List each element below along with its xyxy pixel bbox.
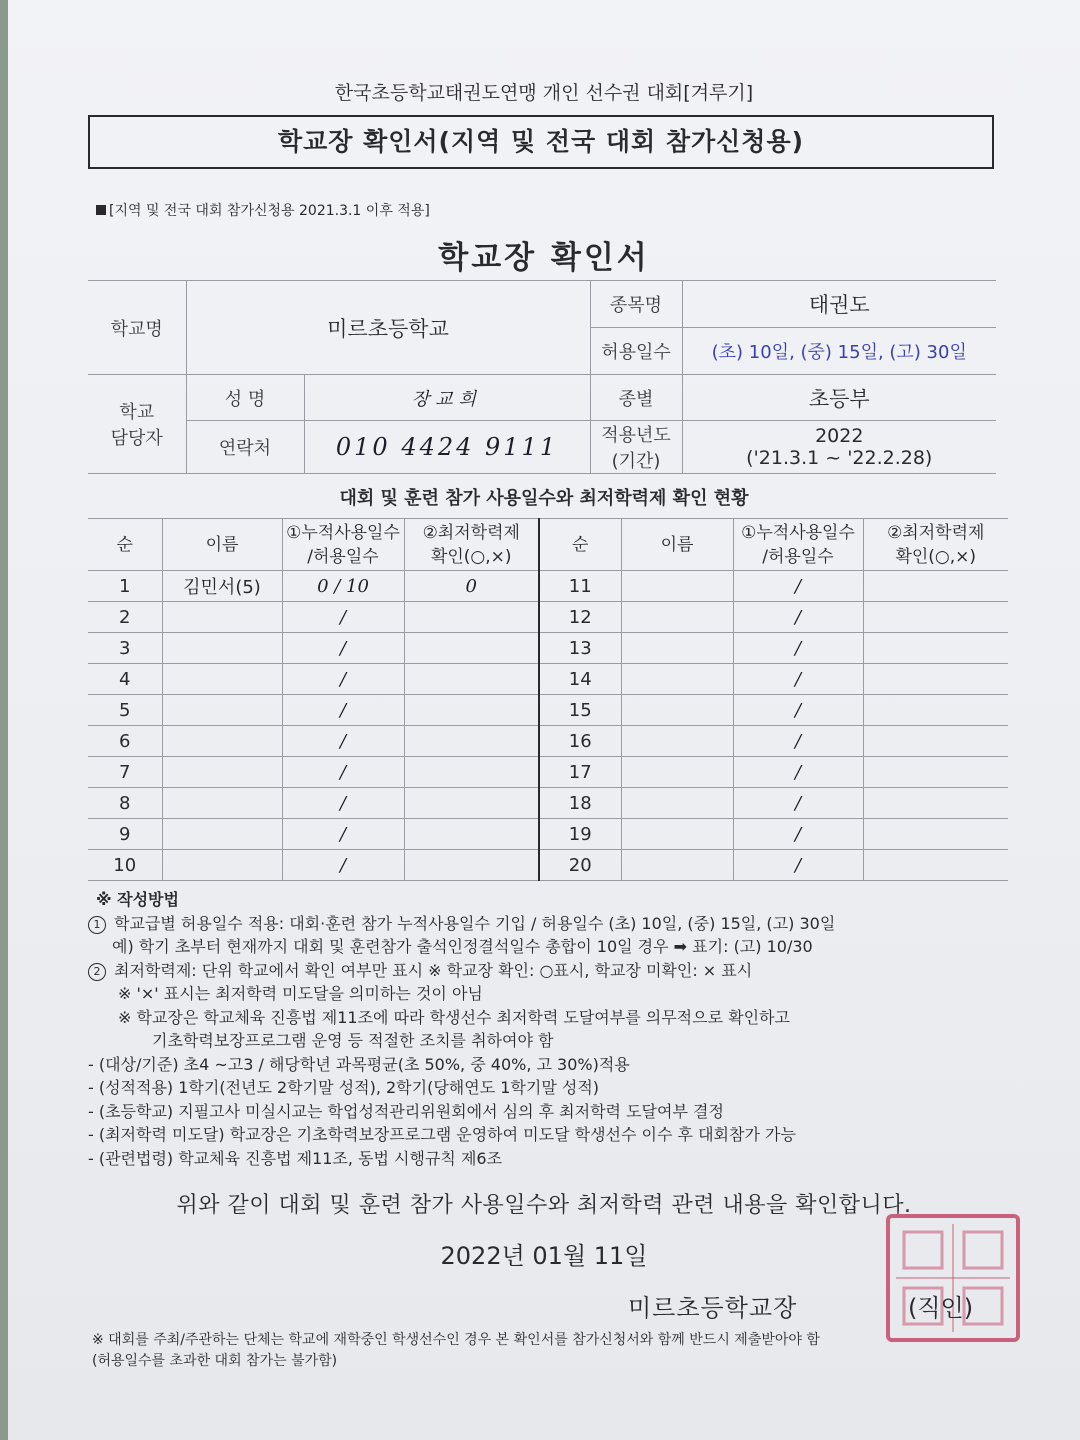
instruction-2-note-1: ※ '×' 표시는 최저학력 미도달을 의미하는 것이 아님: [118, 984, 483, 1003]
col-days: ①누적사용일수 /허용일수: [282, 519, 404, 571]
row-number: 1: [88, 571, 162, 602]
days-used: /: [282, 602, 404, 633]
days-used: /: [733, 757, 863, 788]
student-name: [162, 664, 282, 695]
minimum-check: [863, 602, 1008, 633]
info-table: [88, 280, 996, 474]
student-name: [162, 757, 282, 788]
square-bullet-icon: [96, 205, 106, 215]
minimum-check: [404, 602, 539, 633]
row-number: 12: [539, 602, 621, 633]
boxed-title: 학교장 확인서(지역 및 전국 대회 참가신청용): [88, 115, 994, 169]
col-days: ①누적사용일수 /허용일수: [733, 519, 863, 571]
minimum-check: [404, 726, 539, 757]
days-used: /: [733, 633, 863, 664]
association-header: 한국초등학교태권도연맹 개인 선수권 대회[겨루기]: [334, 82, 754, 104]
student-name: [621, 757, 733, 788]
days-used: /: [733, 819, 863, 850]
student-name: [621, 664, 733, 695]
row-number: 20: [539, 850, 621, 881]
minimum-check: [863, 695, 1008, 726]
student-name: [621, 571, 733, 602]
rule-target: - (대상/기준) 초4 ~고3 / 해당학년 과목평균(초 50%, 중 40%, 고 30%)적용: [88, 1054, 630, 1074]
table-row: [88, 664, 1008, 695]
student-name: [162, 819, 282, 850]
student-name: [162, 695, 282, 726]
footnote: [92, 1330, 1022, 1372]
minimum-check: [404, 633, 539, 664]
row-number: 14: [539, 664, 621, 695]
days-used: /: [733, 602, 863, 633]
col-name: 이름: [621, 519, 733, 571]
circled-number-1: 1: [88, 916, 106, 934]
col-check: ②최저학력제 확인(○,×): [863, 519, 1008, 571]
student-name: [162, 726, 282, 757]
year-value: 2022 ('21.3.1 ~ '22.2.28): [682, 421, 996, 474]
minimum-check: [404, 695, 539, 726]
division-label: 종별: [590, 375, 682, 421]
row-number: 19: [539, 819, 621, 850]
row-number: 3: [88, 633, 162, 664]
minimum-check: [404, 664, 539, 695]
document-title: 학교장 확인서: [438, 240, 650, 276]
rule-below-minimum: - (최저학력 미도달) 학교장은 기초학력보장프로그램 운영하여 미도달 학생선수 이수 후 대회참가 가능: [88, 1125, 796, 1144]
allowed-days-label: 허용일수: [590, 328, 682, 375]
student-name: [621, 726, 733, 757]
row-number: 10: [88, 850, 162, 881]
usage-table: [88, 518, 1008, 881]
days-used: /: [733, 695, 863, 726]
year-label: 적용년도 (기간): [590, 421, 682, 474]
student-name: [621, 695, 733, 726]
footnote-line-2: (허용일수를 초과한 대회 참가는 불가함): [92, 1353, 338, 1369]
student-name: [162, 850, 282, 881]
row-number: 6: [88, 726, 162, 757]
days-used: /: [282, 819, 404, 850]
document-page: [8, 0, 1080, 1440]
confirmation-statement: 위와 같이 대회 및 훈련 참가 사용일수와 최저학력 관련 내용을 확인합니다.: [176, 1193, 912, 1218]
days-used: /: [282, 664, 404, 695]
minimum-check: 0: [404, 571, 539, 602]
minimum-check: [863, 726, 1008, 757]
student-name: [621, 788, 733, 819]
name-label: 성 명: [186, 375, 304, 421]
rule-elementary: - (초등학교) 지필고사 미실시교는 학업성적관리위원회에서 심의 후 최저학력 도달여부 결정: [88, 1101, 724, 1121]
instruction-2: 최저학력제: 단위 학교에서 확인 여부만 표시 ※ 학교장 확인: ○표시, 학교장 미확인: × 표시: [114, 960, 753, 980]
table-row: [88, 633, 1008, 664]
row-number: 4: [88, 664, 162, 695]
minimum-check: [863, 819, 1008, 850]
section-label: [지역 및 전국 대회 참가신청용 2021.3.1 이후 적용]: [96, 200, 430, 220]
student-name: [621, 850, 733, 881]
table-row: [88, 726, 1008, 757]
days-used: /: [733, 850, 863, 881]
staff-name-handwritten: 장교희: [304, 375, 590, 421]
minimum-check: [863, 850, 1008, 881]
student-name: [621, 602, 733, 633]
event-label: 종목명: [590, 281, 682, 328]
table-row: [88, 819, 1008, 850]
row-number: 15: [539, 695, 621, 726]
division-value: 초등부: [682, 375, 996, 421]
student-name: [162, 788, 282, 819]
status-subtitle: 대회 및 훈련 참가 사용일수와 최저학력제 확인 현황: [339, 488, 749, 509]
rule-law: - (관련법령) 학교체육 진흥법 제11조, 동법 시행규칙 제6조: [88, 1148, 503, 1168]
row-number: 8: [88, 788, 162, 819]
instructions: [88, 888, 1008, 1170]
row-number: 17: [539, 757, 621, 788]
days-used: /: [282, 850, 404, 881]
days-used: /: [282, 695, 404, 726]
principal-title: 미르초등학교장: [628, 1294, 798, 1322]
minimum-check: [404, 757, 539, 788]
footnote-line-1: ※ 대회를 주최/주관하는 단체는 학교에 재학중인 학생선수인 경우 본 확인서를 참가신청서와 함께 반드시 제출받아야 함: [92, 1332, 820, 1348]
row-number: 13: [539, 633, 621, 664]
student-name: [162, 633, 282, 664]
event-value: 태권도: [682, 281, 996, 328]
table-row: [88, 695, 1008, 726]
row-number: 18: [539, 788, 621, 819]
days-used: /: [282, 633, 404, 664]
col-check: ②최저학력제 확인(○,×): [404, 519, 539, 571]
days-used: /: [282, 726, 404, 757]
instruction-2-note-2: ※ 학교장은 학교체육 진흥법 제11조에 따라 학생선수 최저학력 도달여부를 의무적으로 확인하고: [118, 1007, 790, 1027]
table-row: [88, 602, 1008, 633]
table-row: [88, 850, 1008, 881]
days-used: /: [733, 571, 863, 602]
days-used: /: [733, 726, 863, 757]
rule-grades: - (성적적용) 1학기(전년도 2학기말 성적), 2학기(당해연도 1학기말 성적): [88, 1078, 600, 1097]
allowed-days-value: (초) 10일, (중) 15일, (고) 30일: [682, 328, 996, 375]
school-label: 학교명: [88, 281, 186, 375]
issue-date: 2022년 01월 11일: [440, 1242, 648, 1270]
contact-label: 연락처: [186, 421, 304, 474]
col-name: 이름: [162, 519, 282, 571]
days-used: 0 / 10: [282, 571, 404, 602]
instruction-1: 학교급별 허용일수 적용: 대회·훈련 참가 누적사용일수 기입 / 허용일수 (초) 10일, (중) 15일, (고) 30일: [114, 913, 836, 933]
table-row: [88, 571, 1008, 602]
seal-label: (직인): [908, 1294, 974, 1322]
days-used: /: [282, 788, 404, 819]
staff-label: 학교 담당자: [88, 375, 186, 474]
instruction-2-note-3: 기초학력보장프로그램 운영 등 적절한 조치를 취하여야 함: [152, 1031, 554, 1050]
row-number: 9: [88, 819, 162, 850]
instructions-heading: ※ 작성방법: [96, 890, 179, 909]
minimum-check: [863, 788, 1008, 819]
minimum-check: [863, 664, 1008, 695]
minimum-check: [404, 788, 539, 819]
days-used: /: [282, 757, 404, 788]
contact-handwritten: 010 4424 9111: [304, 421, 590, 474]
student-name: [621, 819, 733, 850]
student-name: 김민서(5): [162, 571, 282, 602]
row-number: 5: [88, 695, 162, 726]
col-no: 순: [88, 519, 162, 571]
minimum-check: [404, 850, 539, 881]
minimum-check: [863, 633, 1008, 664]
student-name: [621, 633, 733, 664]
instruction-1-example: 예) 학기 초부터 현재까지 대회 및 훈련참가 출석인정결석일수 총합이 10일 경우 ➡ 표기: (고) 10/30: [112, 937, 813, 956]
table-row: [88, 788, 1008, 819]
col-no: 순: [539, 519, 621, 571]
days-used: /: [733, 664, 863, 695]
minimum-check: [863, 571, 1008, 602]
row-number: 11: [539, 571, 621, 602]
minimum-check: [863, 757, 1008, 788]
row-number: 16: [539, 726, 621, 757]
row-number: 2: [88, 602, 162, 633]
table-row: [88, 757, 1008, 788]
minimum-check: [404, 819, 539, 850]
student-name: [162, 602, 282, 633]
school-name: 미르초등학교: [186, 281, 590, 375]
row-number: 7: [88, 757, 162, 788]
circled-number-2: 2: [88, 963, 106, 981]
days-used: /: [733, 788, 863, 819]
